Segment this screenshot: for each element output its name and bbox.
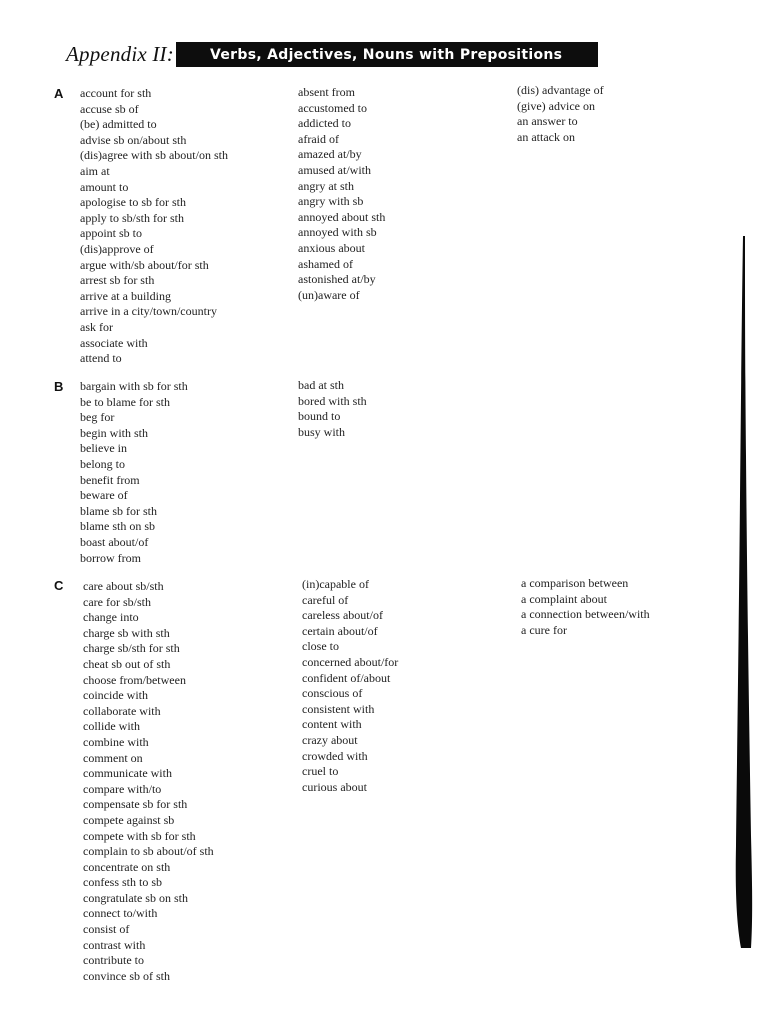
section-letter-c: C: [54, 578, 64, 593]
section-b-adjective-item: bored with sth: [298, 393, 367, 408]
section-a-verb-item: aim at: [80, 163, 110, 178]
section-a-verb-item: arrest sb for sth: [80, 273, 155, 288]
section-a-verb-item: apply to sb/sth for sth: [80, 210, 184, 225]
section-c-verb-item: concentrate on sth: [83, 859, 171, 874]
section-a-verb-item: advise sb on/about sth: [80, 132, 187, 147]
section-a-verb-item: attend to: [80, 351, 122, 366]
section-c-noun-item: a cure for: [521, 622, 567, 637]
section-c-verb-item: communicate with: [83, 766, 172, 781]
section-c-verb-item: change into: [83, 610, 139, 625]
section-c-adjective-item: content with: [302, 717, 362, 732]
section-a-verb-item: (dis)approve of: [80, 241, 154, 256]
section-c-verb-item: contrast with: [83, 937, 146, 952]
section-a-noun-item: (dis) advantage of: [517, 83, 604, 97]
section-c-verb-item: coincide with: [83, 688, 148, 703]
section-a-adjectives: [298, 85, 385, 303]
section-a-adjective-item: afraid of: [298, 131, 339, 146]
section-c-verb-item: choose from/between: [83, 672, 186, 687]
section-b-verb-item: borrow from: [80, 550, 141, 565]
section-b-verb-item: blame sth on sb: [80, 519, 155, 534]
section-c-nouns: [521, 576, 650, 638]
section-a-verb-item: apologise to sb for sth: [80, 195, 186, 210]
section-a-adjective-item: angry at sth: [298, 178, 354, 193]
section-b-adjective-item: busy with: [298, 424, 346, 439]
section-c-adjective-item: conscious of: [302, 686, 363, 701]
section-c-verb-item: complain to sb about/of sth: [83, 844, 214, 859]
section-c-verb-item: convince sb of sth: [83, 968, 170, 983]
section-a-verb-item: associate with: [80, 335, 148, 350]
section-a-nouns: [517, 83, 604, 145]
section-c-verb-item: collide with: [83, 719, 140, 734]
section-c-verb-item: cheat sb out of sth: [83, 656, 171, 671]
appendix-label: Appendix II:: [66, 41, 174, 66]
section-a-verb-item: (be) admitted to: [80, 117, 157, 132]
section-a-verb-item: argue with/sb about/for sth: [80, 257, 209, 272]
section-a-adjective-item: (un)aware of: [298, 287, 360, 302]
section-b-verbs: [80, 379, 188, 566]
section-c-noun-item: a complaint about: [521, 591, 607, 606]
section-a-adjective-item: amused at/with: [298, 162, 371, 177]
section-a-verb-item: account for sth: [80, 86, 152, 100]
section-b-verb-item: boast about/of: [80, 534, 149, 549]
section-c-verb-item: contribute to: [83, 953, 144, 968]
section-b-verb-item: beg for: [80, 410, 115, 425]
section-b-verb-item: belong to: [80, 456, 125, 471]
section-c-adjective-item: careful of: [302, 592, 349, 607]
section-a-noun-item: an attack on: [517, 129, 575, 144]
section-c-noun-item: a connection between/with: [521, 607, 650, 622]
section-c-adjective-item: (in)capable of: [302, 577, 369, 591]
section-b-verb-item: be to blame for sth: [80, 394, 170, 409]
section-b-verb-item: believe in: [80, 441, 127, 456]
section-b-verb-item: blame sb for sth: [80, 503, 157, 518]
section-c-adjective-item: certain about/of: [302, 623, 378, 638]
section-c-verb-item: compare with/to: [83, 781, 162, 796]
section-c-verb-item: charge sb/sth for sth: [83, 641, 180, 656]
section-a-noun-item: (give) advice on: [517, 98, 595, 113]
section-c-adjective-item: crowded with: [302, 748, 368, 763]
section-c-adjective-item: concerned about/for: [302, 654, 399, 669]
section-c-adjective-item: cruel to: [302, 764, 339, 779]
section-c-adjectives: [302, 577, 398, 795]
section-a-verbs: [80, 86, 228, 367]
section-b-verb-item: bargain with sb for sth: [80, 379, 188, 393]
section-c-adjective-item: crazy about: [302, 732, 358, 747]
section-c-verb-item: compete with sb for sth: [83, 828, 196, 843]
section-c-verb-item: consist of: [83, 922, 130, 937]
section-c-adjective-item: curious about: [302, 779, 367, 794]
section-c-verb-item: collaborate with: [83, 703, 161, 718]
section-a-adjective-item: amazed at/by: [298, 147, 362, 162]
section-b-adjective-item: bound to: [298, 409, 341, 424]
section-a-verb-item: arrive in a city/town/country: [80, 304, 217, 319]
section-a-verb-item: ask for: [80, 319, 113, 334]
section-a-adjective-item: annoyed with sb: [298, 225, 377, 240]
section-c-verb-item: charge sb with sth: [83, 625, 170, 640]
section-a-adjective-item: ashamed of: [298, 256, 353, 271]
section-b-verb-item: beware of: [80, 488, 128, 503]
section-c-verb-item: combine with: [83, 734, 149, 749]
page-heading: [66, 40, 174, 68]
section-a-adjective-item: astonished at/by: [298, 272, 376, 287]
section-a-verb-item: appoint sb to: [80, 226, 142, 241]
section-b-adjective-item: bad at sth: [298, 378, 344, 392]
section-c-adjective-item: consistent with: [302, 701, 375, 716]
section-letter-b: B: [54, 379, 64, 394]
section-c-verb-item: care for sb/sth: [83, 594, 151, 609]
section-c-verb-item: confess sth to sb: [83, 875, 162, 890]
section-a-adjective-item: anxious about: [298, 240, 365, 255]
section-b-verb-item: benefit from: [80, 472, 140, 487]
section-a-adjective-item: annoyed about sth: [298, 209, 386, 224]
section-a-verb-item: (dis)agree with sb about/on sth: [80, 148, 228, 163]
section-b-adjectives: [298, 378, 367, 440]
section-a-adjective-item: accustomed to: [298, 100, 367, 115]
section-a-verb-item: accuse sb of: [80, 101, 139, 116]
section-c-adjective-item: careless about/of: [302, 608, 383, 623]
section-letter-a: A: [54, 86, 64, 101]
section-c-verb-item: care about sb/sth: [83, 579, 164, 593]
section-c-adjective-item: confident of/about: [302, 670, 391, 685]
section-c-verb-item: congratulate sb on sth: [83, 890, 188, 905]
section-a-adjective-item: absent from: [298, 85, 355, 99]
section-a-verb-item: amount to: [80, 179, 129, 194]
section-a-verb-item: arrive at a building: [80, 288, 171, 303]
section-c-verb-item: comment on: [83, 750, 143, 765]
scan-edge-shadow: [734, 236, 754, 948]
section-a-adjective-item: addicted to: [298, 116, 351, 131]
section-a-adjective-item: angry with sb: [298, 194, 364, 209]
page-title: Verbs, Adjectives, Nouns with Prepositions: [176, 42, 598, 67]
section-c-adjective-item: close to: [302, 639, 339, 654]
section-b-verb-item: begin with sth: [80, 425, 148, 440]
section-c-verb-item: compete against sb: [83, 812, 175, 827]
section-c-noun-item: a comparison between: [521, 576, 629, 590]
section-c-verbs: [83, 579, 214, 984]
section-c-verb-item: connect to/with: [83, 906, 158, 921]
section-a-noun-item: an answer to: [517, 114, 578, 129]
section-c-verb-item: compensate sb for sth: [83, 797, 188, 812]
